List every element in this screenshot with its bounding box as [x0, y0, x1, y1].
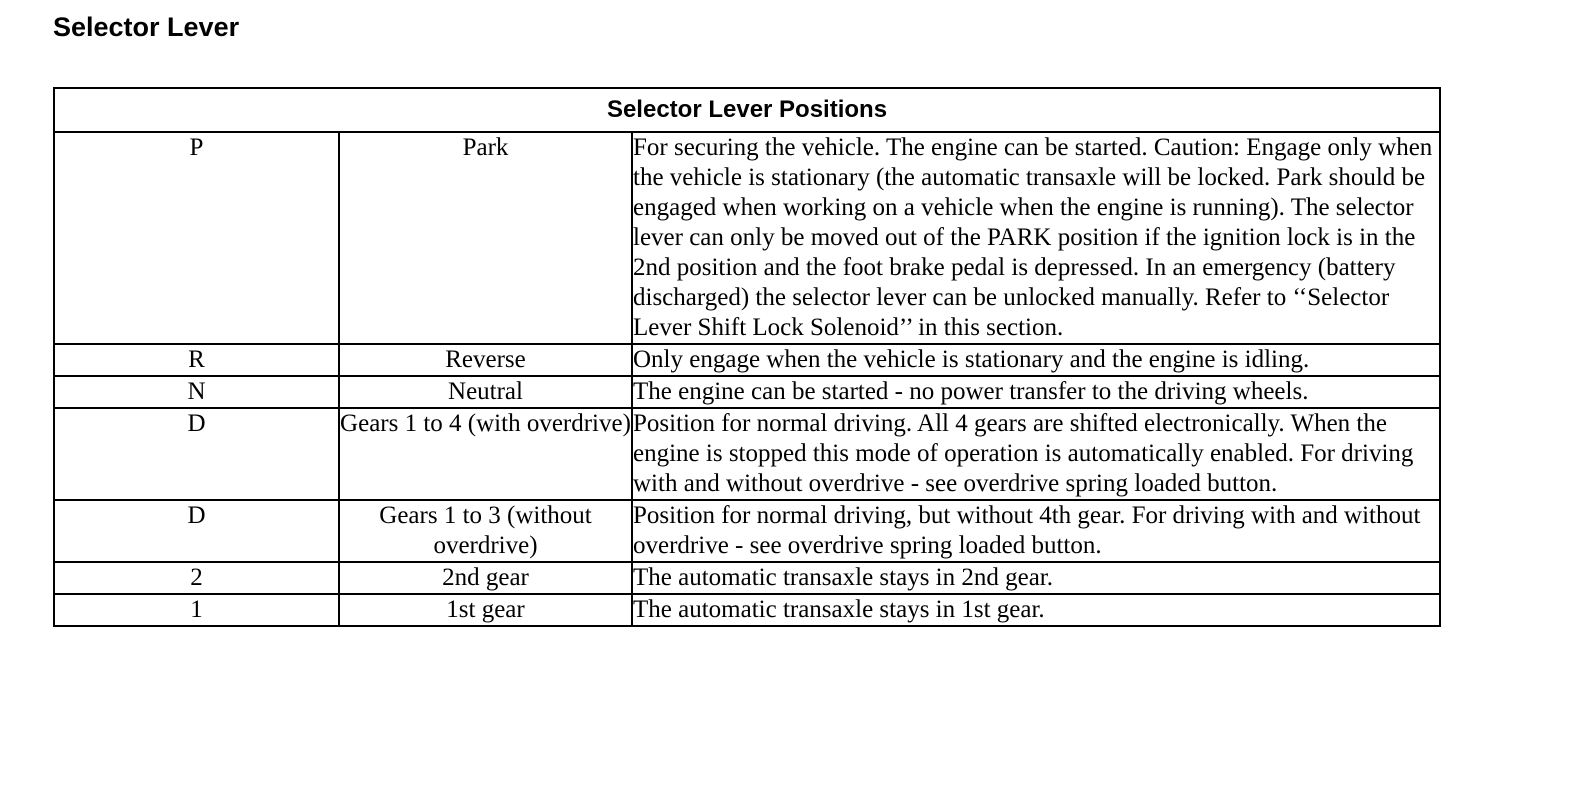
- position-cell: P: [54, 132, 339, 344]
- table-row: [54, 132, 1440, 344]
- table-row: [54, 376, 1440, 408]
- position-name-cell: Gears 1 to 3 (without overdrive): [339, 500, 632, 562]
- description-cell: Only engage when the vehicle is stationary and the engine is idling.: [632, 344, 1440, 376]
- position-cell: D: [54, 500, 339, 562]
- description-cell: The engine can be started - no power transfer to the driving wheels.: [632, 376, 1440, 408]
- table-row: [54, 408, 1440, 500]
- table-row: [54, 594, 1440, 626]
- position-name-cell: 1st gear: [339, 594, 632, 626]
- position-cell: 1: [54, 594, 339, 626]
- table-row: [54, 344, 1440, 376]
- description-cell: The automatic transaxle stays in 1st gear.: [632, 594, 1440, 626]
- position-cell: N: [54, 376, 339, 408]
- position-cell: D: [54, 408, 339, 500]
- description-cell: Position for normal driving. All 4 gears are shifted electronically. When the engine is stopped this mode of operation is automatically enabled. For driving with and without overdrive - see overdrive spring loaded button.: [632, 408, 1440, 500]
- description-cell: Position for normal driving, but without 4th gear. For driving with and without overdrive - see overdrive spring loaded button.: [632, 500, 1440, 562]
- position-name-cell: Park: [339, 132, 632, 344]
- table-caption: Selector Lever Positions: [54, 88, 1440, 132]
- table-row: [54, 562, 1440, 594]
- position-name-cell: Gears 1 to 4 (with overdrive): [339, 408, 632, 500]
- table-header-row: [54, 88, 1440, 132]
- selector-lever-table: [53, 87, 1441, 627]
- description-cell: The automatic transaxle stays in 2nd gear.: [632, 562, 1440, 594]
- position-name-cell: Neutral: [339, 376, 632, 408]
- position-name-cell: Reverse: [339, 344, 632, 376]
- position-name-cell: 2nd gear: [339, 562, 632, 594]
- section-title: Selector Lever: [53, 12, 240, 42]
- description-cell: For securing the vehicle. The engine can be started. Caution: Engage only when the vehicle is stationary (the automatic transaxle will be locked. Park should be engaged when working on a vehicle when the engine is running). The selector lever can only be moved out of the PARK position if the ignition lock is in the 2nd position and the foot brake pedal is depressed. In an emergency (battery discharged) the selector lever can be unlocked manually. Refer to ‘‘Selector Lever Shift Lock Solenoid’’ in this section.: [632, 132, 1440, 344]
- position-cell: 2: [54, 562, 339, 594]
- table-row: [54, 500, 1440, 562]
- position-cell: R: [54, 344, 339, 376]
